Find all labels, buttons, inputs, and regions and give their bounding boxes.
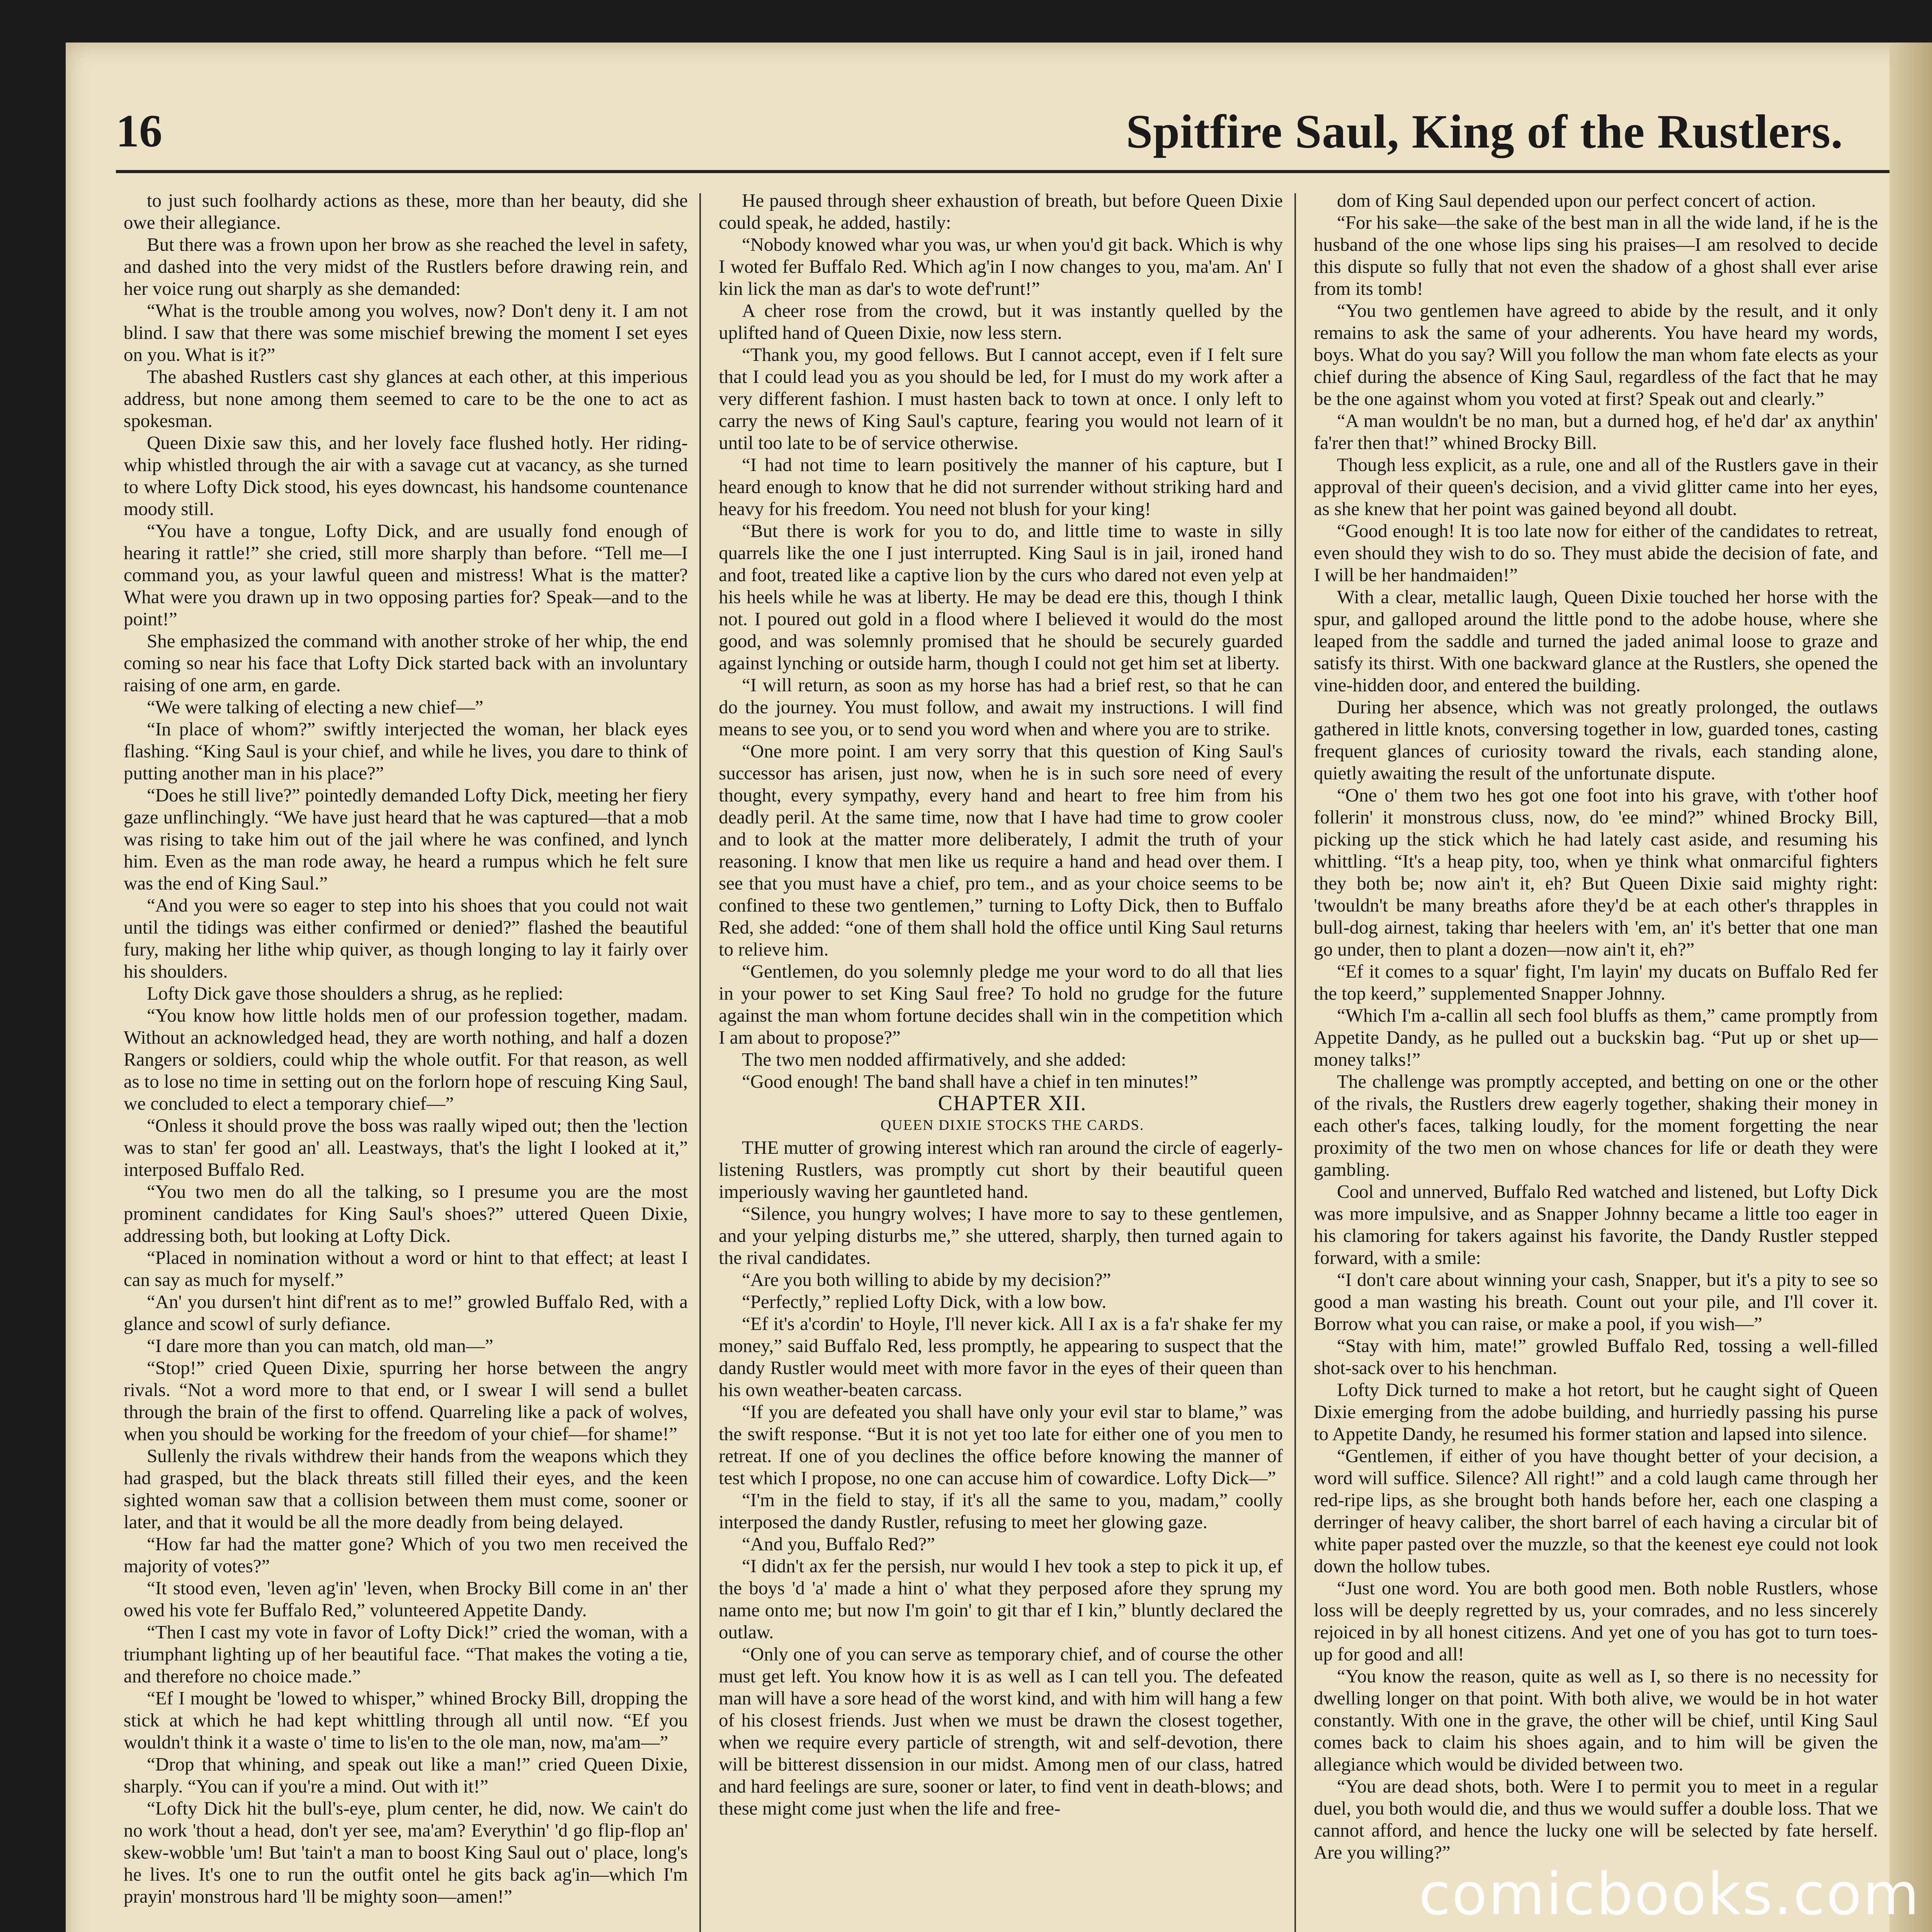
paragraph: “In place of whom?” swiftly interjected the woman, her black eyes flashing. “King Saul is your chief, and while he lives, you dare to think of putting another man in his place?” <box>124 718 688 784</box>
column-divider <box>1294 193 1296 1932</box>
paragraph: “You know how little holds men of our profession together, madam. Without an acknowledged head, they are worth nothing, and half a dozen Rangers or soldiers, could whip the whole outfit. For that reason, as well as to lose no time in setting out on the forlorn hope of rescuing King Saul, we concluded to elect a temporary chief—” <box>124 1005 688 1114</box>
paragraph: “Stay with him, mate!” growled Buffalo Red, tossing a well-filled shot-sack over to his henchman. <box>1314 1335 1878 1378</box>
paragraph: “Stop!” cried Queen Dixie, spurring her horse between the angry rivals. “Not a word more to that end, or I swear I will send a bullet through the brain of the first to offend. Quarreling like a pack of wolves, when you should be working for the freedom of your chief—for shame!” <box>124 1357 688 1444</box>
paragraph: “What is the trouble among you wolves, now? Don't deny it. I am not blind. I saw that there was some mischief brewing the moment I set eyes on you. What is it?” <box>124 300 688 365</box>
paragraph: “How far had the matter gone? Which of you two men received the majority of votes?” <box>124 1533 688 1577</box>
paragraph: “One more point. I am very sorry that this question of King Saul's successor has arisen, just now, when he is in such sore need of every thought, every sympathy, every hand and heart to free him from his deadly peril. At the same time, now that I have had time to grow cooler and to look at the matter more deliberately, I admit the truth of your reasoning. I know that men like us require a hand and head over them. I see that you must have a chief, pro tem., and as your choice seems to be confined to these two gentlemen,” turning to Lofty Dick, then to Buffalo Red, she added: “one of them shall hold the office until King Saul returns to relieve him. <box>719 740 1283 960</box>
paragraph: The abashed Rustlers cast shy glances at each other, at this imperious address, but none among them seemed to care to be the one to act as spokesman. <box>124 366 688 431</box>
paragraph: The challenge was promptly accepted, and betting on one or the other of the rivals, the Rustlers drew eagerly together, shaking their money in each other's faces, talking loudly, for the moment forgetting the near proximity of the two men on whose chances for life or death they were gambling. <box>1314 1071 1878 1180</box>
paragraph: “You know the reason, quite as well as I, so there is no necessity for dwelling longer on that point. With both alive, we would be in hot water constantly. With one in the grave, the other will be chief, until King Saul comes back to claim his shoes again, and to him will be given the allegiance which would be divided between two. <box>1314 1665 1878 1775</box>
paragraph: “Ef I mought be 'lowed to whisper,” whined Brocky Bill, dropping the stick at which he had kept whittling through all until now. “Ef you wouldn't think it a waste o' time to lis'en to the ole man, now, ma'am—” <box>124 1687 688 1753</box>
paragraph: “You two gentlemen have agreed to abide by the result, and it only remains to ask the same of your adherents. You have heard my words, boys. What do you say? Will you follow the man whom fate elects as your chief during the absence of King Saul, regardless of the fact that he may be the one against whom you voted at first? Speak out and clearly.” <box>1314 300 1878 409</box>
paragraph: “Perfectly,” replied Lofty Dick, with a low bow. <box>742 1291 1107 1312</box>
running-title: Spitfire Saul, King of the Rustlers. <box>1126 105 1843 158</box>
page-header <box>116 97 1889 174</box>
paragraph: “It stood even, 'leven ag'in' 'leven, when Brocky Bill come in an' ther owed his vote fer Buffalo Red,” volunteered Appetite Dandy. <box>124 1577 688 1621</box>
paragraph: “You are dead shots, both. Were I to permit you to meet in a regular duel, you both would die, and thus we would suffer a double loss. That we cannot afford, and hence the lucky one will be selected by fate herself. Are you willing?” <box>1314 1776 1878 1863</box>
magazine-page <box>66 43 1932 1932</box>
paragraph: “And you, Buffalo Red?” <box>742 1533 935 1554</box>
paragraph: “I will return, as soon as my horse has had a brief rest, so that he can do the journey. You must follow, and await my instructions. I will find means to see you, or to send you word when and where you are to strike. <box>719 674 1283 740</box>
paragraph: “Lofty Dick hit the bull's-eye, plum center, he did, now. We cain't do no work 'thout a head, don't yer see, ma'am? Everythin' 'd go flip-flop an' skew-wobble 'um! But 'tain't a man to boost King Saul out o' place, long's he lives. It's one to run the outfit ontel he gits back ag'in—which I'm prayin' monstrous hard 'll be mighty soon—amen!” <box>124 1798 688 1907</box>
paragraph: “I dare more than you can match, old man—” <box>147 1335 493 1356</box>
text-column-2 <box>719 189 1283 1932</box>
paragraph: Lofty Dick turned to make a hot retort, but he caught sight of Queen Dixie emerging from the adobe building, and hurriedly passing his purse to Appetite Dandy, he resumed his former station and lapsed into silence. <box>1314 1379 1878 1444</box>
paragraph: “Drop that whining, and speak out like a man!” cried Queen Dixie, sharply. “You can if you're a mind. Out with it!” <box>124 1753 688 1797</box>
paragraph: “Thank you, my good fellows. But I cannot accept, even if I felt sure that I could lead you as you should be led, for I must do my work after a very different fashion. I must hasten back to town at once. I only left to carry the news of King Saul's capture, fearing you would not learn of it until too late to be of service otherwise. <box>719 344 1283 453</box>
site-watermark: comicbooks.com <box>1418 1861 1920 1928</box>
paragraph: “But there is work for you to do, and little time to waste in silly quarrels like the one I just interrupted. King Saul is in jail, ironed hand and foot, treated like a captive lion by the curs who dared not even yelp at his heels while he was at liberty. He may be dead ere this, though I think not. I poured out gold in a flood where I believed it would do the most good, and was solemnly promised that he should be securely guarded against lynching or outside harm, though I could not get him set at liberty. <box>719 520 1283 673</box>
paragraph: “Silence, you hungry wolves; I have more to say to these gentlemen, and your yelping disturbs me,” she uttered, sharply, then turned again to the rival candidates. <box>719 1203 1283 1268</box>
paragraph: The two men nodded affirmatively, and she added: <box>742 1049 1126 1070</box>
chapter-subtitle: QUEEN DIXIE STOCKS THE CARDS. <box>880 1117 1145 1133</box>
paragraph: Though less explicit, as a rule, one and all of the Rustlers gave in their approval of their queen's decision, and a vivid glitter came into her eyes, as she knew that her point was gained beyond all doubt. <box>1314 454 1878 519</box>
paragraph: A cheer rose from the crowd, but it was instantly quelled by the uplifted hand of Queen Dixie, now less stern. <box>719 300 1283 343</box>
paragraph: Queen Dixie saw this, and her lovely face flushed hotly. Her riding-whip whistled through the air with a savage cut at vacancy, as she turned to where Lofty Dick stood, his eyes downcast, his handsome countenance moody still. <box>124 432 688 519</box>
paragraph: “I'm in the field to stay, if it's all the same to you, madam,” coolly interposed the dandy Rustler, refusing to meet her glowing gaze. <box>719 1489 1283 1532</box>
paragraph: “A man wouldn't be no man, but a durned hog, ef he'd dar' ax anythin' fa'rer then that!” whined Brocky Bill. <box>1314 410 1878 453</box>
paragraph: Cool and unnerved, Buffalo Red watched and listened, but Lofty Dick was more impulsive, and as Snapper Johnny became a little too eager in his clamoring for takers against his favorite, the Dandy Rustler stepped forward, with a smile: <box>1314 1181 1878 1268</box>
paragraph: “Ef it comes to a squar' fight, I'm layin' my ducats on Buffalo Red fer the top keerd,” supplemented Snapper Johnny. <box>1314 961 1878 1004</box>
paragraph: “Gentlemen, do you solemnly pledge me your word to do all that lies in your power to set King Saul free? To hold no grudge for the future against the man whom fortune decides shall win in the competition which I am about to propose?” <box>719 961 1283 1048</box>
paragraph: THE mutter of growing interest which ran around the circle of eagerly-listening Rustlers, was promptly cut short by their beautiful queen imperiously waving her gauntleted hand. <box>719 1137 1283 1202</box>
paragraph: “Nobody knowed whar you was, ur when you'd git back. Which is why I woted fer Buffalo Red. Which ag'in I now changes to you, ma'am. An' I kin lick the man as dar's to wote def'runt!” <box>719 234 1283 299</box>
paragraph: “Are you both willing to abide by my decision?” <box>742 1269 1111 1290</box>
paragraph: “An' you dursen't hint dif'rent as to me!” growled Buffalo Red, with a glance and scowl of surly defiance. <box>124 1291 688 1334</box>
paragraph: But there was a frown upon her brow as she reached the level in safety, and dashed into the very midst of the Rustlers before drawing rein, and her voice rung out sharply as she demanded: <box>124 234 688 299</box>
paragraph: “For his sake—the sake of the best man in all the wide land, if he is the husband of the one whose lips sing his praises—I am resolved to decide this dispute so fully that not even the shadow of a ghost shall ever arise from its tomb! <box>1314 212 1878 299</box>
paragraph: “Just one word. You are both good men. Both noble Rustlers, whose loss will be deeply regretted by us, your comrades, and no less sincerely rejoiced in by all honest citizens. And yet one of you has got to turn toes-up for good and all! <box>1314 1577 1878 1665</box>
paragraph: to just such foolhardy actions as these, more than her beauty, did she owe their allegiance. <box>124 190 688 233</box>
paragraph: “And you were so eager to step into his shoes that you could not wait until the tidings was either confirmed or denied?” flashed the beautiful fury, making her lithe whip quiver, as though longing to lay it fairly over his shoulders. <box>124 895 688 982</box>
paragraph: dom of King Saul depended upon our perfect concert of action. <box>1337 190 1816 211</box>
paragraph: “I didn't ax fer the persish, nur would I hev took a step to pick it up, ef the boys 'd 'a' made a hint o' what they perposed afore they sprung my name onto me; but now I'm goin' to git thar ef I kin,” bluntly declared the outlaw. <box>719 1555 1283 1643</box>
paragraph: “Which I'm a-callin all sech fool bluffs as them,” came promptly from Appetite Dandy, as he pulled out a buckskin bag. “Put up or shet up—money talks!” <box>1314 1005 1878 1070</box>
paragraph: “Good enough! It is too late now for either of the candidates to retreat, even should they wish to do so. They must abide the decision of fate, and I will be her handmaiden!” <box>1314 520 1878 585</box>
paragraph: “Gentlemen, if either of you have thought better of your decision, a word will suffice. Silence? All right!” and a cold laugh came through her red-ripe lips, as she brought both hands before her, each one clasping a derringer of heavy caliber, the short barrel of each having a circular bit of white paper pasted over the muzzle, so that the keenest eye could not look down the hollow tubes. <box>1314 1445 1878 1577</box>
text-column-3 <box>1314 189 1878 1932</box>
paragraph: “Does he still live?” pointedly demanded Lofty Dick, meeting her fiery gaze unflinchingly. “We have just heard that he was captured—that a mob was rising to take him out of the jail where he was confined, and lynch him. Even as the man rode away, he heard a rumpus which he felt sure was the end of King Saul.” <box>124 784 688 894</box>
paragraph: “You two men do all the talking, so I presume you are the most prominent candidates for King Saul's shoes?” uttered Queen Dixie, addressing both, but looking at Lofty Dick. <box>124 1181 688 1246</box>
paragraph: With a clear, metallic laugh, Queen Dixie touched her horse with the spur, and galloped around the little pond to the adobe house, where she leaped from the saddle and turned the jaded animal loose to graze and satisfy its thirst. With one backward glance at the Rustlers, she opened the vine-hidden door, and entered the building. <box>1314 586 1878 696</box>
paragraph: “I don't care about winning your cash, Snapper, but it's a pity to see so good a man wasting his breath. Count out your pile, and I'll cover it. Borrow what you can raise, or make a pool, if you wish—” <box>1314 1269 1878 1334</box>
paragraph: “Onless it should prove the boss was raally wiped out; then the 'lection was to stan' fer good an' all. Leastways, that's the light I looked at it,” interposed Buffalo Red. <box>124 1115 688 1180</box>
paragraph: “We were talking of electing a new chief—” <box>147 696 483 718</box>
paragraph: “You have a tongue, Lofty Dick, and are usually fond enough of hearing it rattle!” she cried, still more sharply than before. “Tell me—I command you, as your lawful queen and mistress! What is the matter? What were you drawn up in two opposing parties for? Speak—and to the point!” <box>124 520 688 629</box>
header-rule <box>116 170 1889 173</box>
paragraph: “I had not time to learn positively the manner of his capture, but I heard enough to know that he did not surrender without striking hard and heavy for his freedom. You need not blush for your king! <box>719 454 1283 519</box>
paragraph: She emphasized the command with another stroke of her whip, the end coming so near his face that Lofty Dick started back with an involuntary raising of one arm, en garde. <box>124 630 688 696</box>
paragraph: Lofty Dick gave those shoulders a shrug, as he replied: <box>147 983 563 1004</box>
page-spine-edge <box>1889 43 1932 1932</box>
paragraph: “Only one of you can serve as temporary chief, and of course the other must get left. You know how it is as well as I can tell you. The defeated man will have a sore head of the worst kind, and with him will hang a few of his closest friends. Just when we must be drawn the closest together, when we require every particle of strength, wit and self-devotion, there will be bitterest dissension in our midst. Among men of our class, hatred and hard feelings are sure, sooner or later, to find vent in death-blows; and these might come just when the life and free- <box>719 1643 1283 1819</box>
paragraph: “One o' them two hes got one foot into his grave, with t'other hoof follerin' it monstrous cluss, now, do 'ee mind?” whined Brocky Bill, picking up the stick which he had lately cast aside, and resuming his whittling. “It's a heap pity, too, when ye think what onmarciful fighters they both be; now ain't it, eh? But Queen Dixie said mighty right: 'twouldn't be many breaths afore they'd be at each other's thrapples in bull-dog airnest, taking thar heelers with 'em, an' it's better that one man go under, then to plant a dozen—now ain't it, eh?” <box>1314 784 1878 960</box>
text-column-1 <box>124 189 688 1932</box>
paragraph: He paused through sheer exhaustion of breath, but before Queen Dixie could speak, he added, hastily: <box>719 190 1283 233</box>
paragraph: “Placed in nomination without a word or hint to that effect; at least I can say as much for myself.” <box>124 1247 688 1290</box>
paragraph: During her absence, which was not greatly prolonged, the outlaws gathered in little knots, conversing together in low, guarded tones, casting frequent glances of curiosity toward the rivals, each standing alone, quietly awaiting the result of the unfortunate dispute. <box>1314 696 1878 784</box>
paragraph: “Then I cast my vote in favor of Lofty Dick!” cried the woman, with a triumphant lighting up of her beautiful face. “That makes the voting a tie, and therefore no choice made.” <box>124 1621 688 1687</box>
paragraph: “Good enough! The band shall have a chief in ten minutes!” <box>742 1071 1198 1092</box>
column-divider <box>699 193 701 1932</box>
paragraph: Sullenly the rivals withdrew their hands from the weapons which they had grasped, but the black threats still filled their eyes, and the keen sighted woman saw that a collision between them must come, sooner or later, and that it would be all the more deadly from being delayed. <box>124 1445 688 1532</box>
paragraph: “Ef it's a'cordin' to Hoyle, I'll never kick. All I ax is a fa'r shake fer my money,” said Buffalo Red, less promptly, he appearing to suspect that the dandy Rustler would meet with more favor in the eyes of their queen than his own weather-beaten carcass. <box>719 1313 1283 1400</box>
chapter-heading: CHAPTER XII. <box>938 1091 1087 1115</box>
page-number: 16 <box>116 105 162 156</box>
paragraph: “If you are defeated you shall have only your evil star to blame,” was the swift response. “But it is not yet too late for either one of you men to retreat. If one of you declines the office before knowing the manner of test which I propose, no one can accuse him of cowardice. Lofty Dick—” <box>719 1401 1283 1488</box>
